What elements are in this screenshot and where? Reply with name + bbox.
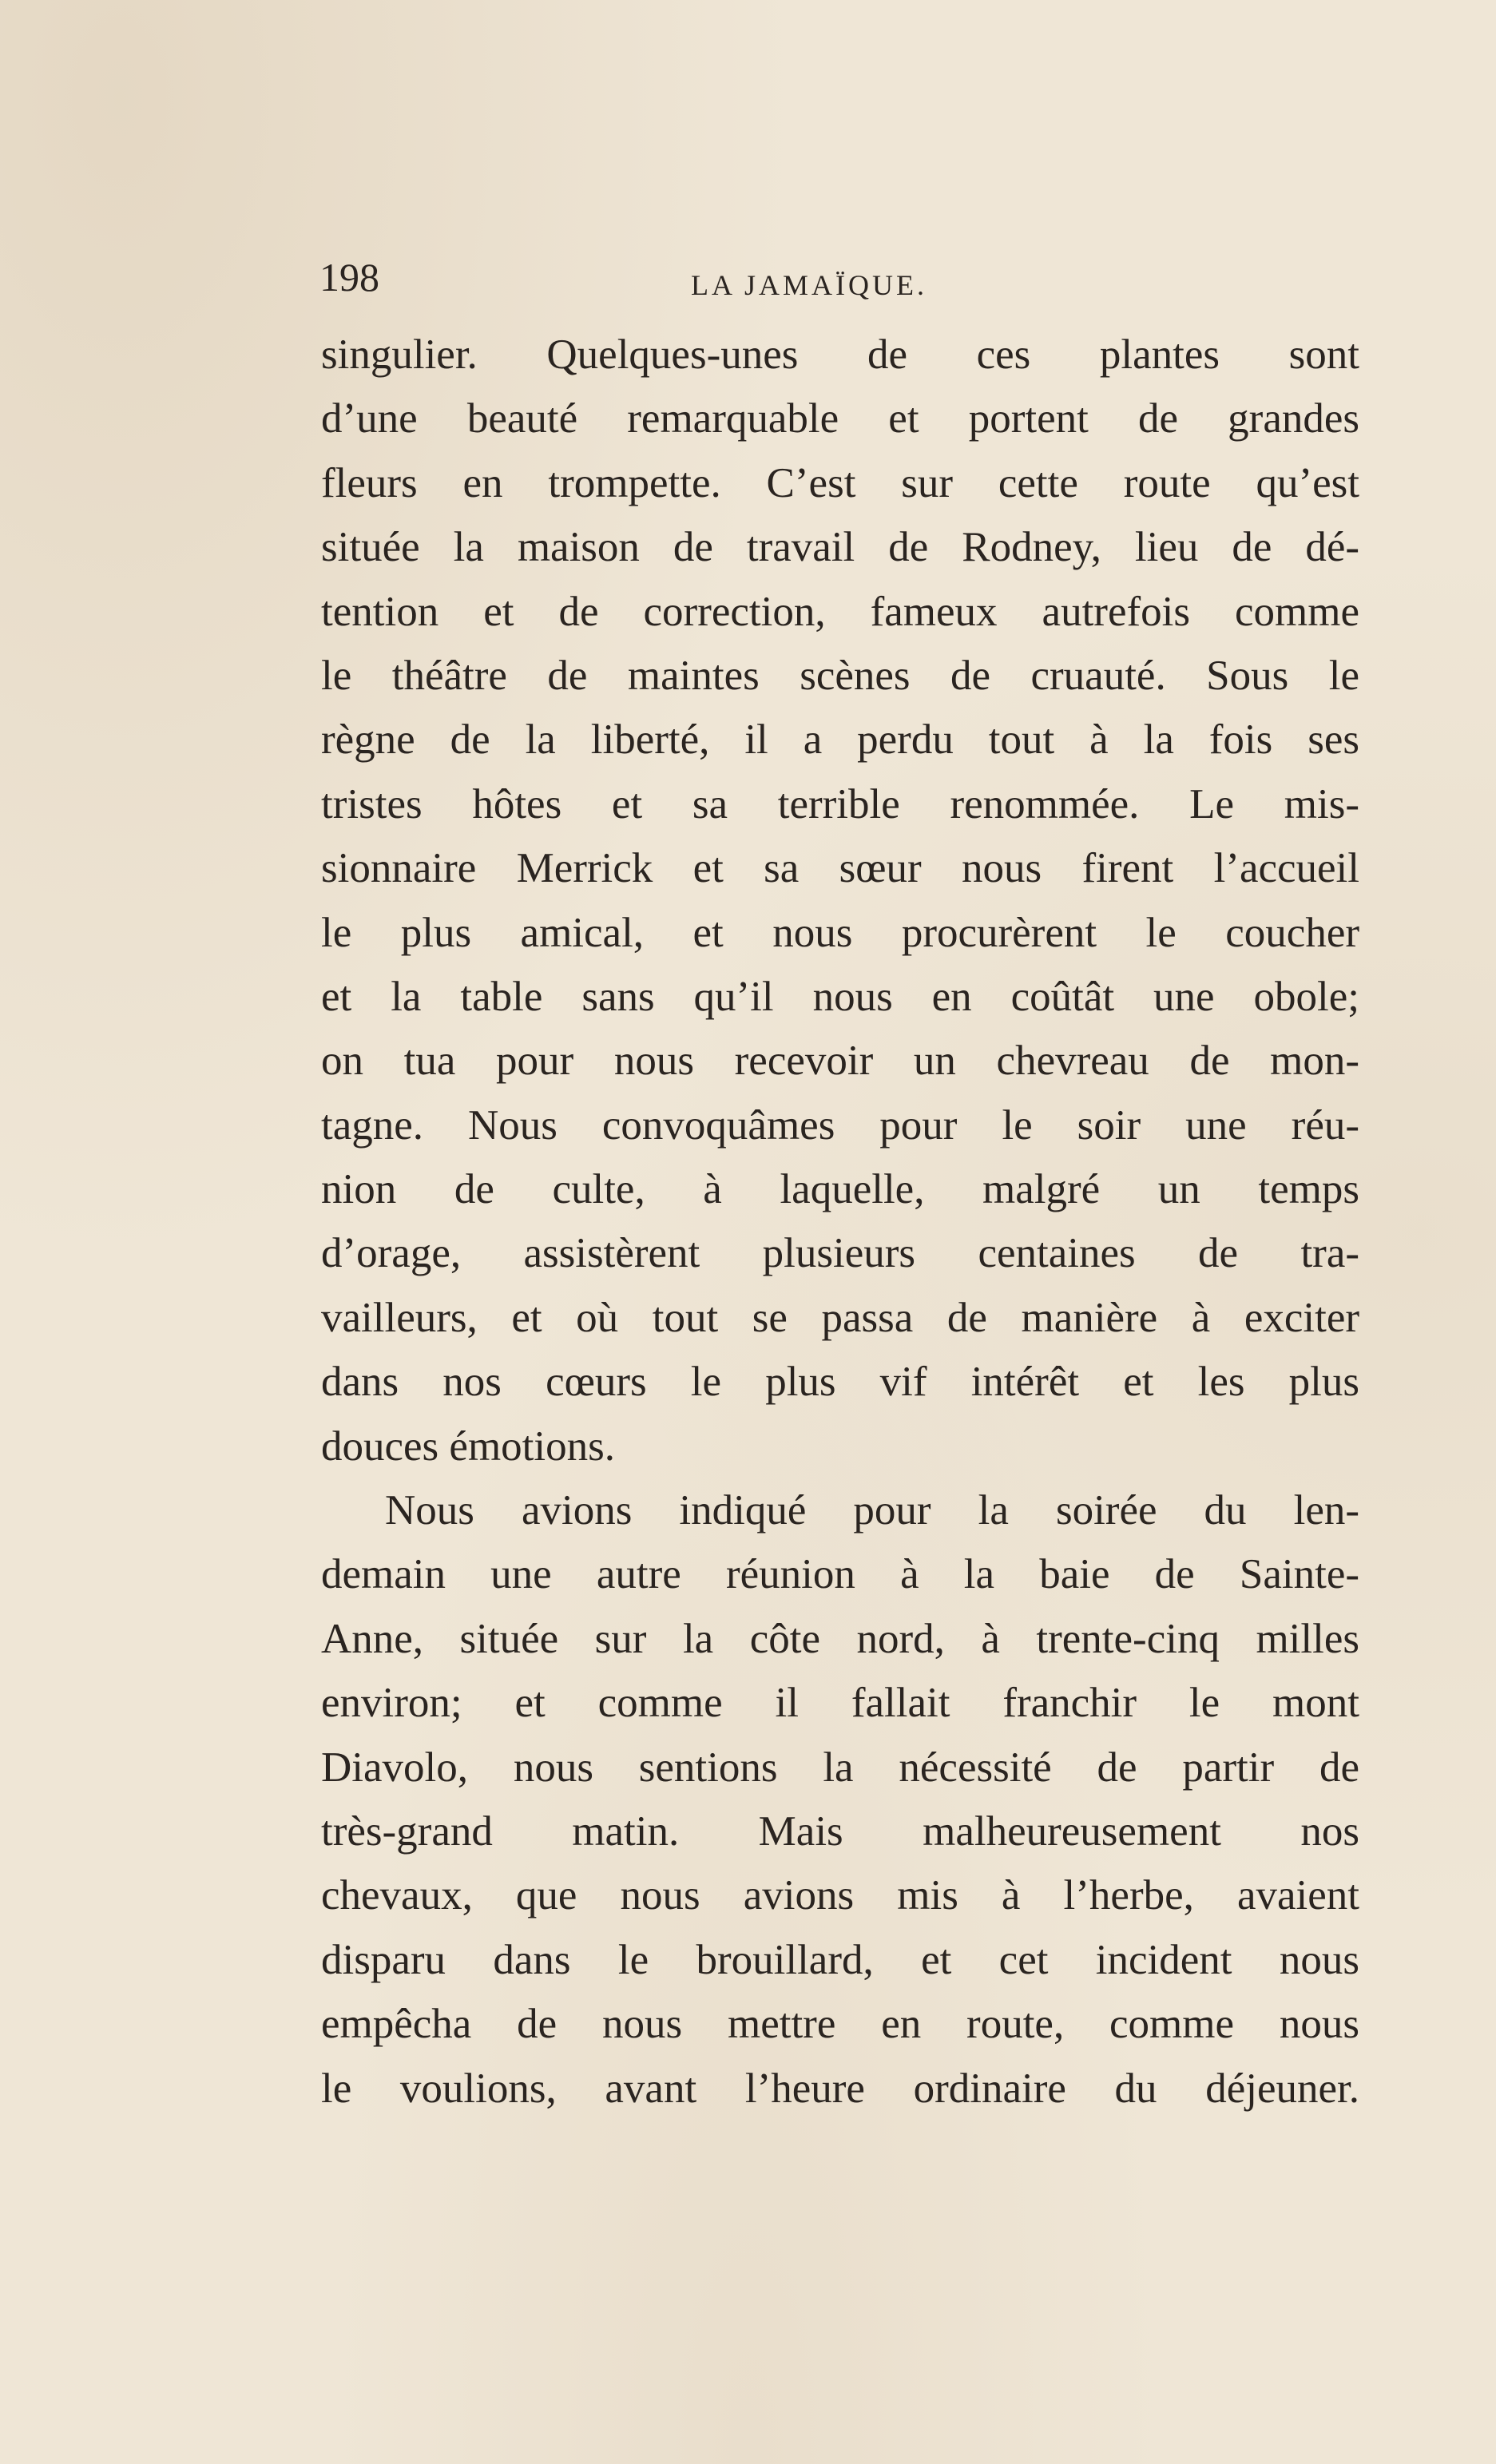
paragraph-1 <box>321 323 1359 1478</box>
page-header <box>319 254 1358 310</box>
text-line: singulier. Quelques-unes de ces plantes sont <box>321 331 1359 378</box>
text-line: tristes hôtes et sa terrible renommée. Le mis- <box>321 780 1359 827</box>
text-line: le voulions, avant l’heure ordinaire du déjeuner. <box>321 2065 1359 2112</box>
text-line: nion de culte, à laquelle, malgré un temps <box>321 1166 1359 1213</box>
body-text <box>321 323 1359 2121</box>
text-line: environ; et comme il fallait franchir le mont <box>321 1680 1359 1727</box>
text-line: demain une autre réunion à la baie de Sainte- <box>321 1551 1359 1598</box>
text-line: règne de la liberté, il a perdu tout à la fois ses <box>321 716 1359 764</box>
text-line: empêcha de nous mettre en route, comme nous <box>321 2001 1359 2048</box>
text-line: Diavolo, nous sentions la nécessité de partir de <box>321 1744 1359 1791</box>
text-line: chevaux, que nous avions mis à l’herbe, avaient <box>321 1872 1359 1919</box>
text-line: sionnaire Merrick et sa sœur nous firent l’accueil <box>321 845 1359 892</box>
text-line: douces émotions. <box>321 1422 615 1470</box>
text-line: d’orage, assistèrent plusieurs centaines de tra- <box>321 1230 1359 1277</box>
running-head: LA JAMAÏQUE. <box>691 269 927 301</box>
paragraph-2 <box>321 1478 1359 2121</box>
text-line: tention et de correction, fameux autrefois comme <box>321 588 1359 635</box>
text-line: le théâtre de maintes scènes de cruauté. Sous le <box>321 652 1359 699</box>
text-line: et la table sans qu’il nous en coûtât une obole; <box>321 973 1359 1020</box>
text-line: vailleurs, et où tout se passa de manière à exciter <box>321 1294 1359 1341</box>
text-line: fleurs en trompette. C’est sur cette route qu’est <box>321 459 1359 506</box>
page-number: 198 <box>319 255 379 300</box>
text-line: Anne, située sur la côte nord, à trente-cinq milles <box>321 1615 1359 1662</box>
text-line: tagne. Nous convoquâmes pour le soir une réu- <box>321 1101 1359 1149</box>
text-line: Nous avions indiqué pour la soirée du len- <box>385 1487 1359 1534</box>
text-line: très-grand matin. Mais malheureusement nos <box>321 1807 1359 1855</box>
text-line: le plus amical, et nous procurèrent le coucher <box>321 909 1359 956</box>
text-line: dans nos cœurs le plus vif intérêt et les plus <box>321 1359 1359 1406</box>
text-line: située la maison de travail de Rodney, lieu de dé- <box>321 524 1359 571</box>
text-line: on tua pour nous recevoir un chevreau de mon- <box>321 1038 1359 1085</box>
text-line: disparu dans le brouillard, et cet incident nous <box>321 1936 1359 1983</box>
text-line: d’une beauté remarquable et portent de grandes <box>321 395 1359 442</box>
